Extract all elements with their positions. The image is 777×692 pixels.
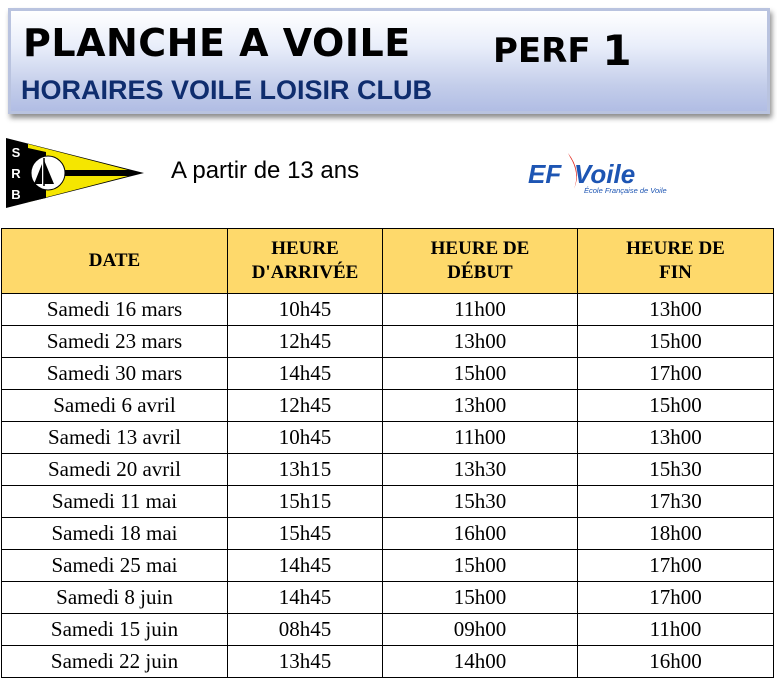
- table-row: [2, 326, 774, 358]
- start-time-cell: 13h00: [383, 326, 578, 358]
- arrival-time-cell: 14h45: [228, 550, 383, 582]
- table-row: [2, 294, 774, 326]
- end-time-cell: 11h00: [578, 614, 774, 646]
- start-time-cell: 14h00: [383, 646, 578, 678]
- end-time-cell: 17h30: [578, 486, 774, 518]
- end-time-cell: 15h30: [578, 454, 774, 486]
- table-row: [2, 422, 774, 454]
- start-time-cell: 11h00: [383, 294, 578, 326]
- start-time-cell: 16h00: [383, 518, 578, 550]
- table-row: [2, 614, 774, 646]
- page-subtitle: HORAIRES VOILE LOISIR CLUB: [21, 75, 433, 105]
- date-cell: Samedi 30 mars: [2, 358, 228, 390]
- date-cell: Samedi 23 mars: [2, 326, 228, 358]
- table-row: [2, 550, 774, 582]
- end-time-cell: 13h00: [578, 422, 774, 454]
- arrival-time-cell: 14h45: [228, 582, 383, 614]
- ef-voile-voile-text: Voile: [574, 159, 636, 189]
- end-time-cell: 17h00: [578, 358, 774, 390]
- start-time-cell: 09h00: [383, 614, 578, 646]
- arrival-time-cell: 10h45: [228, 422, 383, 454]
- start-time-cell: 11h00: [383, 422, 578, 454]
- table-row: [2, 646, 774, 678]
- srb-letter-b: B: [11, 187, 21, 202]
- start-time-cell: 15h00: [383, 358, 578, 390]
- arrival-time-cell: 13h15: [228, 454, 383, 486]
- table-header-row: [2, 229, 774, 294]
- table-row: [2, 358, 774, 390]
- age-requirement: A partir de 13 ans: [171, 157, 360, 184]
- table-row: [2, 582, 774, 614]
- arrival-time-cell: 12h45: [228, 326, 383, 358]
- start-time-cell: 15h30: [383, 486, 578, 518]
- srb-letter-s: S: [11, 145, 21, 160]
- date-cell: Samedi 15 juin: [2, 614, 228, 646]
- start-time-cell: 13h30: [383, 454, 578, 486]
- date-cell: Samedi 16 mars: [2, 294, 228, 326]
- date-cell: Samedi 20 avril: [2, 454, 228, 486]
- end-time-cell: 15h00: [578, 326, 774, 358]
- ef-voile-ef-text: EF: [528, 159, 562, 189]
- start-time-cell: 13h00: [383, 390, 578, 422]
- end-time-cell: 15h00: [578, 390, 774, 422]
- end-time-cell: 13h00: [578, 294, 774, 326]
- date-cell: Samedi 25 mai: [2, 550, 228, 582]
- date-cell: Samedi 13 avril: [2, 422, 228, 454]
- table-row: [2, 518, 774, 550]
- arrival-time-cell: 15h45: [228, 518, 383, 550]
- end-time-cell: 16h00: [578, 646, 774, 678]
- schedule-table: [1, 228, 774, 678]
- column-header-start: HEURE DE DÉBUT: [383, 229, 578, 294]
- date-cell: Samedi 8 juin: [2, 582, 228, 614]
- arrival-time-cell: 13h45: [228, 646, 383, 678]
- arrival-time-cell: 08h45: [228, 614, 383, 646]
- table-row: [2, 486, 774, 518]
- date-cell: Samedi 6 avril: [2, 390, 228, 422]
- perf-level: [493, 23, 632, 75]
- perf-number: 1: [602, 26, 632, 75]
- arrival-time-cell: 12h45: [228, 390, 383, 422]
- title-banner: [8, 8, 770, 114]
- arrival-time-cell: 15h15: [228, 486, 383, 518]
- table-row: [2, 390, 774, 422]
- arrival-time-cell: 14h45: [228, 358, 383, 390]
- table-row: [2, 454, 774, 486]
- column-header-date: DATE: [2, 229, 228, 294]
- perf-label: PERF: [493, 31, 591, 71]
- date-cell: Samedi 22 juin: [2, 646, 228, 678]
- ef-voile-tagline: École Française de Voile: [584, 186, 667, 195]
- date-cell: Samedi 18 mai: [2, 518, 228, 550]
- end-time-cell: 17h00: [578, 550, 774, 582]
- ef-voile-logo: [524, 143, 669, 201]
- srb-letter-r: R: [11, 166, 21, 181]
- page-title: PLANCHE A VOILE: [23, 21, 411, 65]
- start-time-cell: 15h00: [383, 550, 578, 582]
- srb-club-pennant-logo: [6, 138, 144, 210]
- end-time-cell: 17h00: [578, 582, 774, 614]
- end-time-cell: 18h00: [578, 518, 774, 550]
- arrival-time-cell: 10h45: [228, 294, 383, 326]
- start-time-cell: 15h00: [383, 582, 578, 614]
- column-header-end: HEURE DE FIN: [578, 229, 774, 294]
- date-cell: Samedi 11 mai: [2, 486, 228, 518]
- column-header-arrival: HEURE D'ARRIVÉE: [228, 229, 383, 294]
